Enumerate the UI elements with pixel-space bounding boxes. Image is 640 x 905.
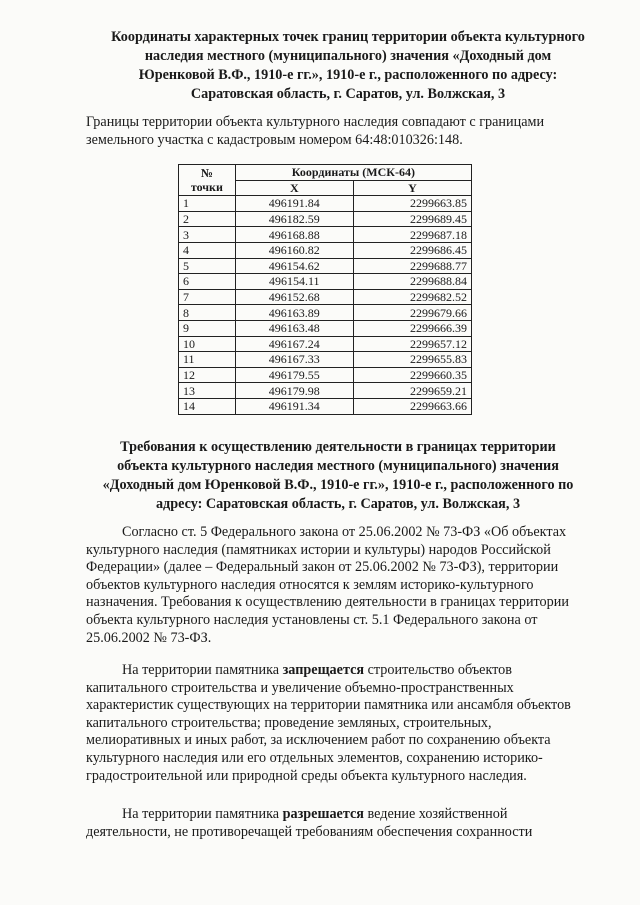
y-coordinate-cell: 2299679.66 [353,305,471,321]
point-number-cell: 3 [179,227,236,243]
text-line: объекта культурного наследия местного (муниципального) значения [117,458,559,474]
y-coordinate-cell: 2299689.45 [353,211,471,227]
header-num-line: точки [190,180,223,195]
text-line: характеристик существующих на территории памятника или ансамбля объектов [86,697,571,714]
point-number-cell: 13 [179,383,236,399]
y-coordinate-cell: 2299666.39 [353,320,471,336]
table-row [179,398,472,414]
header-num-line: № [200,166,213,181]
point-number-cell: 9 [179,320,236,336]
y-coordinate-cell: 2299686.45 [353,242,471,258]
text-line [86,806,532,824]
table-row [179,274,472,290]
lead-text: На территории памятника [122,662,283,678]
text-line: Федерации» (далее – Федеральный закон от 25.06.2002 № 73-ФЗ), территории [86,559,559,576]
text-line: назначения. Требования к осуществлению деятельности в границах территории [86,594,569,611]
y-coordinate-cell: 2299663.85 [353,196,471,212]
y-coordinate-cell: 2299682.52 [353,289,471,305]
text-line: культурного наследия или его отдельных элементов, сохранению историко- [86,749,543,766]
emphasis-text: разрешается [282,806,364,822]
x-coordinate-cell: 496154.11 [235,274,353,290]
requirements-heading [68,438,608,514]
point-number-cell: 10 [179,336,236,352]
table-row [179,320,472,336]
text-line [86,662,571,680]
intro-paragraph [86,114,544,149]
table-row [179,258,472,274]
y-coordinate-cell: 2299688.84 [353,274,471,290]
table-row [179,227,472,243]
point-number-cell: 7 [179,289,236,305]
text-line: Юренковой В.Ф., 1910-е гг.», 1910-е г., расположенного по адресу: [138,67,558,83]
table-row [179,211,472,227]
x-coordinate-cell: 496152.68 [235,289,353,305]
text-line: Требования к осуществлению деятельности в границах территории [120,439,556,455]
text-line: объекта культурного наследия установлены ст. 5.1 Федерального закона от [86,611,538,628]
x-coordinate-cell: 496179.98 [235,383,353,399]
lead-rest-text: строительство объектов [364,662,512,678]
table-row [179,242,472,258]
point-number-cell: 6 [179,274,236,290]
point-number-cell: 11 [179,352,236,368]
text-line: капитального строительства; проведение земляных, строительных, [86,714,492,731]
table-row [179,289,472,305]
y-coordinate-cell: 2299659.21 [353,383,471,399]
table-row [179,352,472,368]
y-coordinate-cell: 2299688.77 [353,258,471,274]
x-header: X [235,180,353,196]
table-row [179,367,472,383]
table-row [179,305,472,321]
point-number-cell: 8 [179,305,236,321]
text-line: деятельности, не противоречащей требованиям обеспечения сохранности [86,823,533,840]
lead-rest-text: ведение хозяйственной [363,806,508,822]
text-line: культурного наследия (памятниках истории и культуры) народов Российской [86,541,551,558]
x-coordinate-cell: 496182.59 [235,211,353,227]
x-coordinate-cell: 496167.24 [235,336,353,352]
x-coordinate-cell: 496179.55 [235,367,353,383]
text-line: Согласно ст. 5 Федерального закона от 25.06.2002 № 73-ФЗ «Об объектах [122,524,567,540]
y-coordinate-cell: 2299663.66 [353,398,471,414]
text-line: градостроительной или природной среды объекта культурного наследия. [86,767,527,784]
y-coordinate-cell: 2299655.83 [353,352,471,368]
coordinates-table-body [179,196,472,414]
y-header: Y [353,180,471,196]
text-line: 25.06.2002 № 73-ФЗ. [86,629,212,646]
emphasis-text: запрещается [282,662,365,678]
text-line: объектов культурного наследия относятся к землям историко-культурного [86,576,534,593]
allowed-paragraph [86,806,532,841]
coordinates-heading [88,28,608,104]
coordinates-table [178,164,472,415]
y-coordinate-cell: 2299687.18 [353,227,471,243]
text-line: «Доходный дом Юренковой В.Ф., 1910-е гг.», 1910-е г., расположенного по [102,477,574,493]
text-line: Координаты характерных точек границ территории объекта культурного [111,29,585,45]
text-line: наследия местного (муниципального) значения «Доходный дом [144,48,552,64]
point-number-cell: 4 [179,242,236,258]
point-number-cell: 14 [179,398,236,414]
text-line: мелиоративных и иных работ, за исключением работ по сохранению объекта [86,732,551,749]
point-number-cell: 5 [179,258,236,274]
y-coordinate-cell: 2299660.35 [353,367,471,383]
point-number-cell: 1 [179,196,236,212]
table-row [179,336,472,352]
text-line: Саратовская область, г. Саратов, ул. Волжская, 3 [190,86,506,102]
x-coordinate-cell: 496154.62 [235,258,353,274]
y-coordinate-cell: 2299657.12 [353,336,471,352]
x-coordinate-cell: 496163.89 [235,305,353,321]
text-line: адресу: Саратовская область, г. Саратов, ул. Волжская, 3 [155,496,521,512]
table-header-row [179,165,472,181]
prohibited-paragraph [86,662,571,785]
table-row [179,196,472,212]
point-number-cell: 12 [179,367,236,383]
x-coordinate-cell: 496160.82 [235,242,353,258]
x-coordinate-cell: 496168.88 [235,227,353,243]
coordinates-header: Координаты (МСК-64) [235,165,471,181]
point-number-cell: 2 [179,211,236,227]
text-line: земельного участка с кадастровым номером 64:48:010326:148. [86,131,463,148]
table-row [179,383,472,399]
x-coordinate-cell: 496191.84 [235,196,353,212]
text-line: капитального строительства и увеличение объемно-пространственных [86,679,514,696]
text-line: Границы территории объекта культурного наследия совпадают с границами [86,114,545,130]
point-number-header [179,165,236,196]
x-coordinate-cell: 496191.34 [235,398,353,414]
x-coordinate-cell: 496163.48 [235,320,353,336]
lead-text: На территории памятника [122,806,283,822]
law-paragraph [86,524,569,647]
x-coordinate-cell: 496167.33 [235,352,353,368]
